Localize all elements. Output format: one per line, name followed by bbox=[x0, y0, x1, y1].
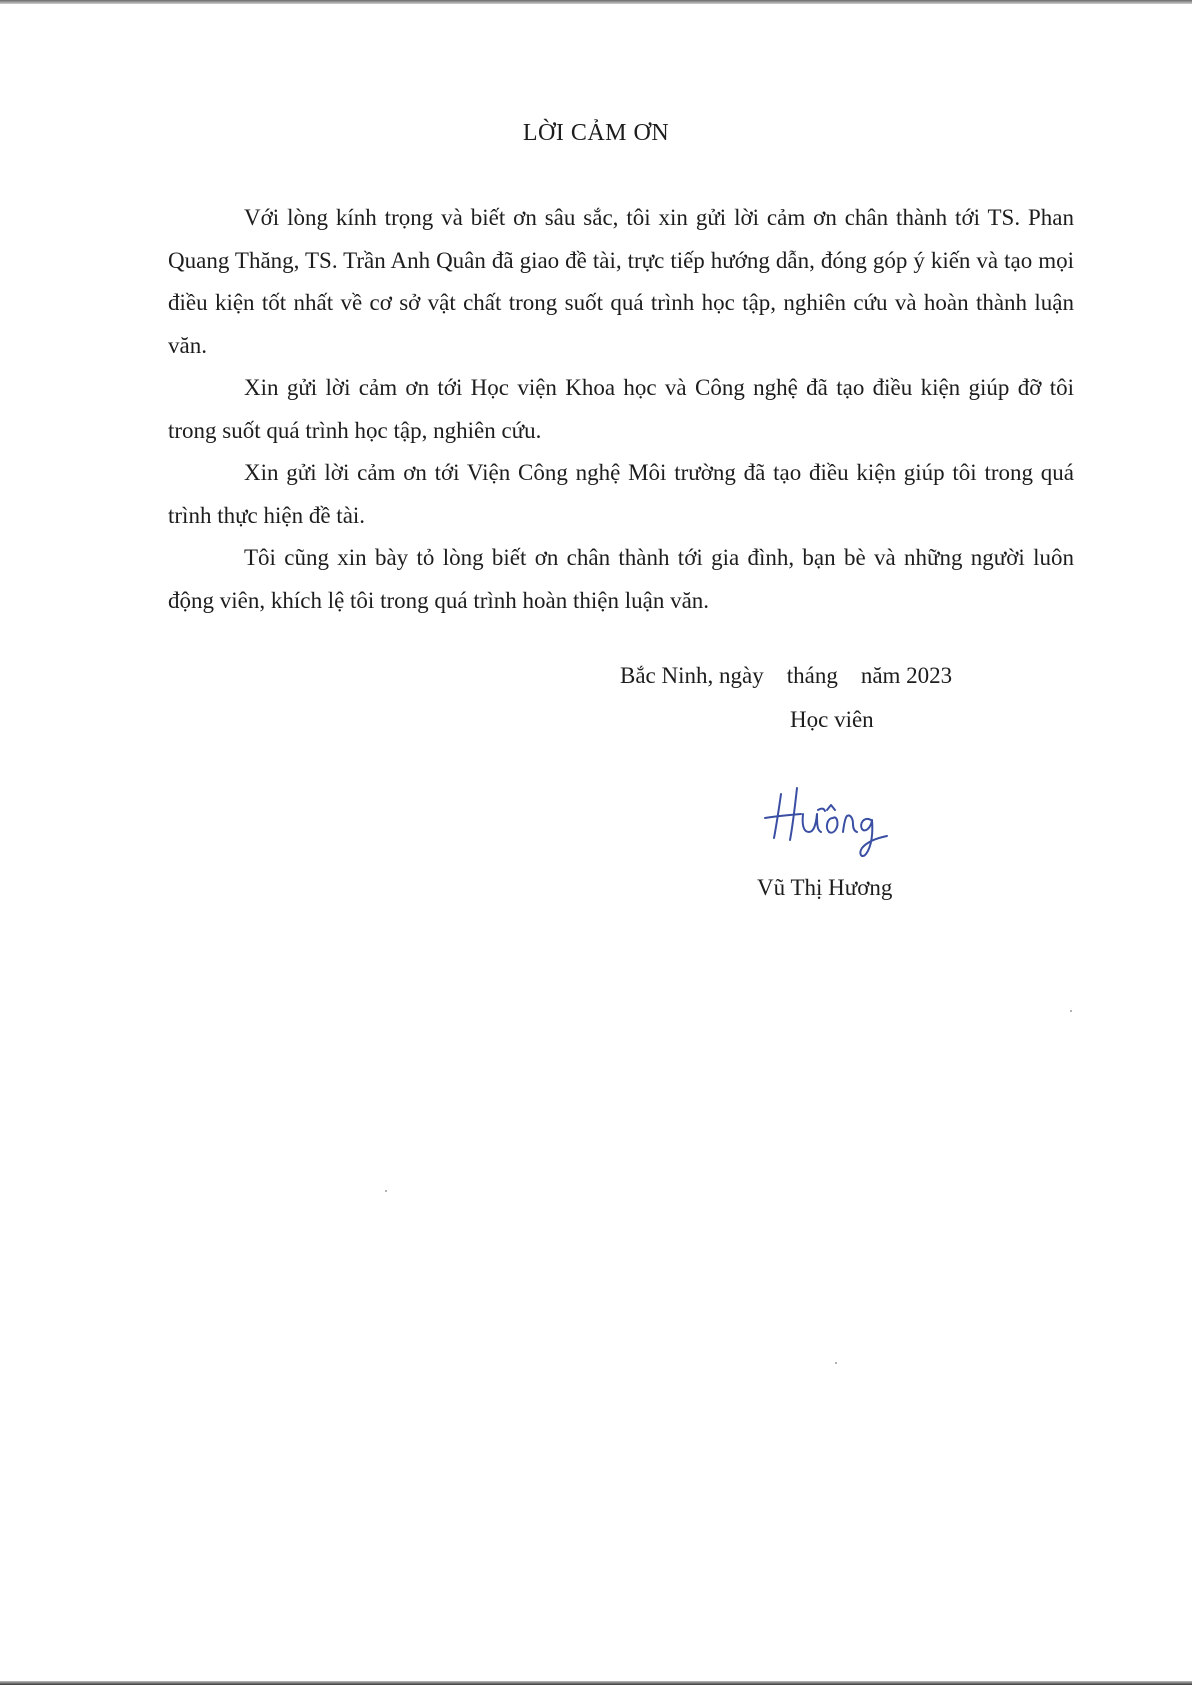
scan-edge-bottom bbox=[0, 1681, 1192, 1685]
place-date: Bắc Ninh, ngày tháng năm 2023 bbox=[620, 663, 953, 688]
paragraph-1: Với lòng kính trọng và biết ơn sâu sắc, tôi xin gửi lời cảm ơn chân thành tới TS. Phan Quang Thăng, TS. Trần Anh Quân đã giao đề tài, trực tiếp hướng dẫn, đóng góp ý kiến và tạo mọi điều kiện tốt nhất về cơ sở vật chất trong suốt quá trình học tập, nghiên cứu và hoàn thành luận văn. bbox=[168, 205, 1074, 358]
scan-speck bbox=[835, 1362, 837, 1364]
paragraph-2: Xin gửi lời cảm ơn tới Học viện Khoa học và Công nghệ đã tạo điều kiện giúp đỡ tôi trong suốt quá trình học tập, nghiên cứu. bbox=[168, 375, 1074, 443]
paragraph-3: Xin gửi lời cảm ơn tới Viện Công nghệ Môi trường đã tạo điều kiện giúp tôi trong quá trình thực hiện đề tài. bbox=[168, 460, 1074, 528]
handwritten-signature bbox=[763, 780, 943, 860]
paragraph-4: Tôi cũng xin bày tỏ lòng biết ơn chân thành tới gia đình, bạn bè và những người luôn động viên, khích lệ tôi trong quá trình hoàn thiện luận văn. bbox=[168, 545, 1074, 613]
scan-speck bbox=[1070, 1010, 1072, 1012]
scan-speck bbox=[385, 1190, 387, 1192]
signer-role: Học viên bbox=[790, 707, 874, 732]
signer-name: Vũ Thị Hương bbox=[757, 875, 893, 900]
acknowledgement-body bbox=[168, 197, 1074, 622]
page-title: LỜI CẢM ƠN bbox=[522, 120, 670, 146]
